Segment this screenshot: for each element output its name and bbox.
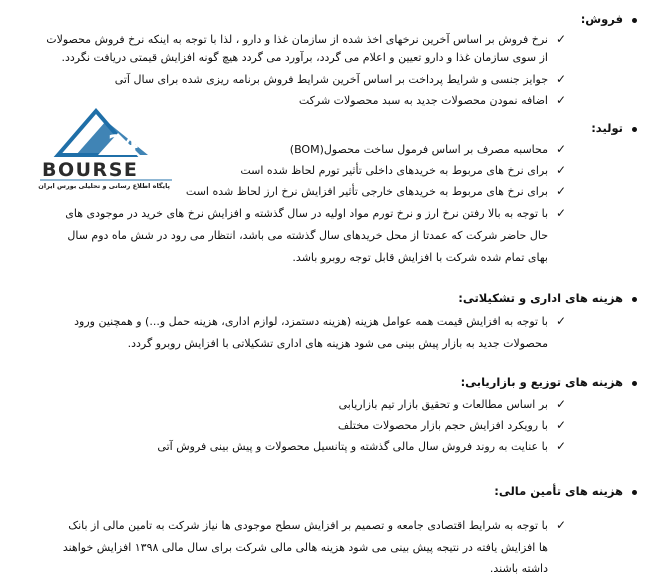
svg-text:24: 24 bbox=[108, 132, 139, 157]
check-icon: ✓ bbox=[556, 439, 567, 453]
section-bullet bbox=[632, 127, 637, 132]
section-bullet bbox=[632, 381, 637, 386]
check-icon: ✓ bbox=[556, 518, 567, 532]
svg-text:BOURSE: BOURSE bbox=[42, 159, 139, 181]
distribution-item-1: بر اساس مطالعات و تحقیق بازار تیم بازاریابی bbox=[338, 398, 548, 411]
sales-item-1-line-1: نرخ فروش بر اساس آخرین نرخهای اخذ شده از سازمان غذا و دارو ، لذا با توجه به اینکه نرخ فروش محصولات bbox=[46, 33, 548, 46]
check-icon: ✓ bbox=[556, 418, 567, 432]
check-icon: ✓ bbox=[556, 142, 567, 156]
production-item-4-line-2: حال حاضر شرکت که عمدتا از محل خریدهای سال گذشته می باشد، انتظار می رود در شش ماه دوم سال bbox=[67, 229, 548, 242]
section-bullet bbox=[632, 18, 637, 23]
finance-item-1-line-2: ها افزایش یافته در نتیجه پیش بینی می شود هزینه هالی مالی شرکت برای سال مالی ۱۳۹۸ افزایش خواهند bbox=[62, 541, 548, 554]
production-item-2: برای نرخ های مربوط به خریدهای داخلی تأثیر تورم لحاظ شده است bbox=[240, 164, 548, 177]
sales-item-2: جوایز جنسی و شرایط پرداخت بر اساس آخرین شرایط فروش برنامه ریزی شده برای سال آتی bbox=[114, 73, 548, 86]
section-bullet bbox=[632, 297, 637, 302]
check-icon: ✓ bbox=[556, 72, 567, 86]
section-bullet bbox=[632, 490, 637, 495]
section-title-distribution: هزینه های توزیع و بازاریابی: bbox=[460, 375, 623, 389]
check-icon: ✓ bbox=[556, 314, 567, 328]
bourse24-logo bbox=[36, 103, 176, 199]
logo-tagline: پایگاه اطلاع رسانی و تحلیلی بورس ایران bbox=[38, 182, 170, 190]
finance-item-1-line-1: با توجه به شرایط اقتصادی جامعه و تصمیم بر افزایش سطح موجودی ها نیاز شرکت به تامین مالی از بانک bbox=[68, 519, 548, 532]
production-item-4-line-1: با توجه به بالا رفتن نرخ ارز و نرخ تورم مواد اولیه در سال گذشته و افزایش نرخ های خرید در موجودی های bbox=[65, 207, 548, 220]
production-item-1: محاسبه مصرف بر اساس فرمول ساخت محصول(BOM) bbox=[289, 143, 548, 156]
production-item-4-line-3: بهای تمام شده شرکت با افزایش قابل توجه روبرو باشد. bbox=[292, 251, 548, 264]
check-icon: ✓ bbox=[556, 32, 567, 46]
distribution-item-2: با رویکرد افزایش حجم بازار محصولات مختلف bbox=[337, 419, 548, 432]
distribution-item-3: با عنایت به روند فروش سال مالی گذشته و پتانسیل محصولات و پیش بینی فروش آتی bbox=[157, 440, 548, 453]
admin-item-1-line-2: محصولات جدید به بازار پیش بینی می شود هزینه های اداری تشکیلاتی با افزایش روبرو گردد. bbox=[127, 337, 548, 350]
sales-item-1-line-2: از سوی سازمان غذا و دارو تعیین و اعلام می گردد، برآورد می گردد هیچ گونه افزایش قیمتی دریافت نگردد. bbox=[61, 51, 548, 64]
finance-item-1-line-3: داشته باشند. bbox=[489, 562, 548, 575]
sales-item-3: اضافه نمودن محصولات جدید به سبد محصولات شرکت bbox=[298, 94, 548, 107]
section-title-production: تولید: bbox=[591, 121, 623, 135]
check-icon: ✓ bbox=[556, 206, 567, 220]
check-icon: ✓ bbox=[556, 397, 567, 411]
check-icon: ✓ bbox=[556, 184, 567, 198]
section-title-sales: فروش: bbox=[580, 12, 623, 26]
admin-item-1-line-1: با توجه به افزایش قیمت همه عوامل هزینه (هزینه دستمزد، لوازم اداری، هزینه حمل و...) و همچنین ورود bbox=[74, 315, 548, 328]
production-item-3: برای نرخ های مربوط به خریدهای خارجی تأثیر افزایش نرخ ارز لحاظ شده است bbox=[185, 185, 548, 198]
check-icon: ✓ bbox=[556, 163, 567, 177]
check-icon: ✓ bbox=[556, 93, 567, 107]
section-title-admin: هزینه های اداری و تشکیلاتی: bbox=[458, 291, 623, 305]
section-title-finance: هزینه های تأمین مالی: bbox=[494, 484, 623, 498]
